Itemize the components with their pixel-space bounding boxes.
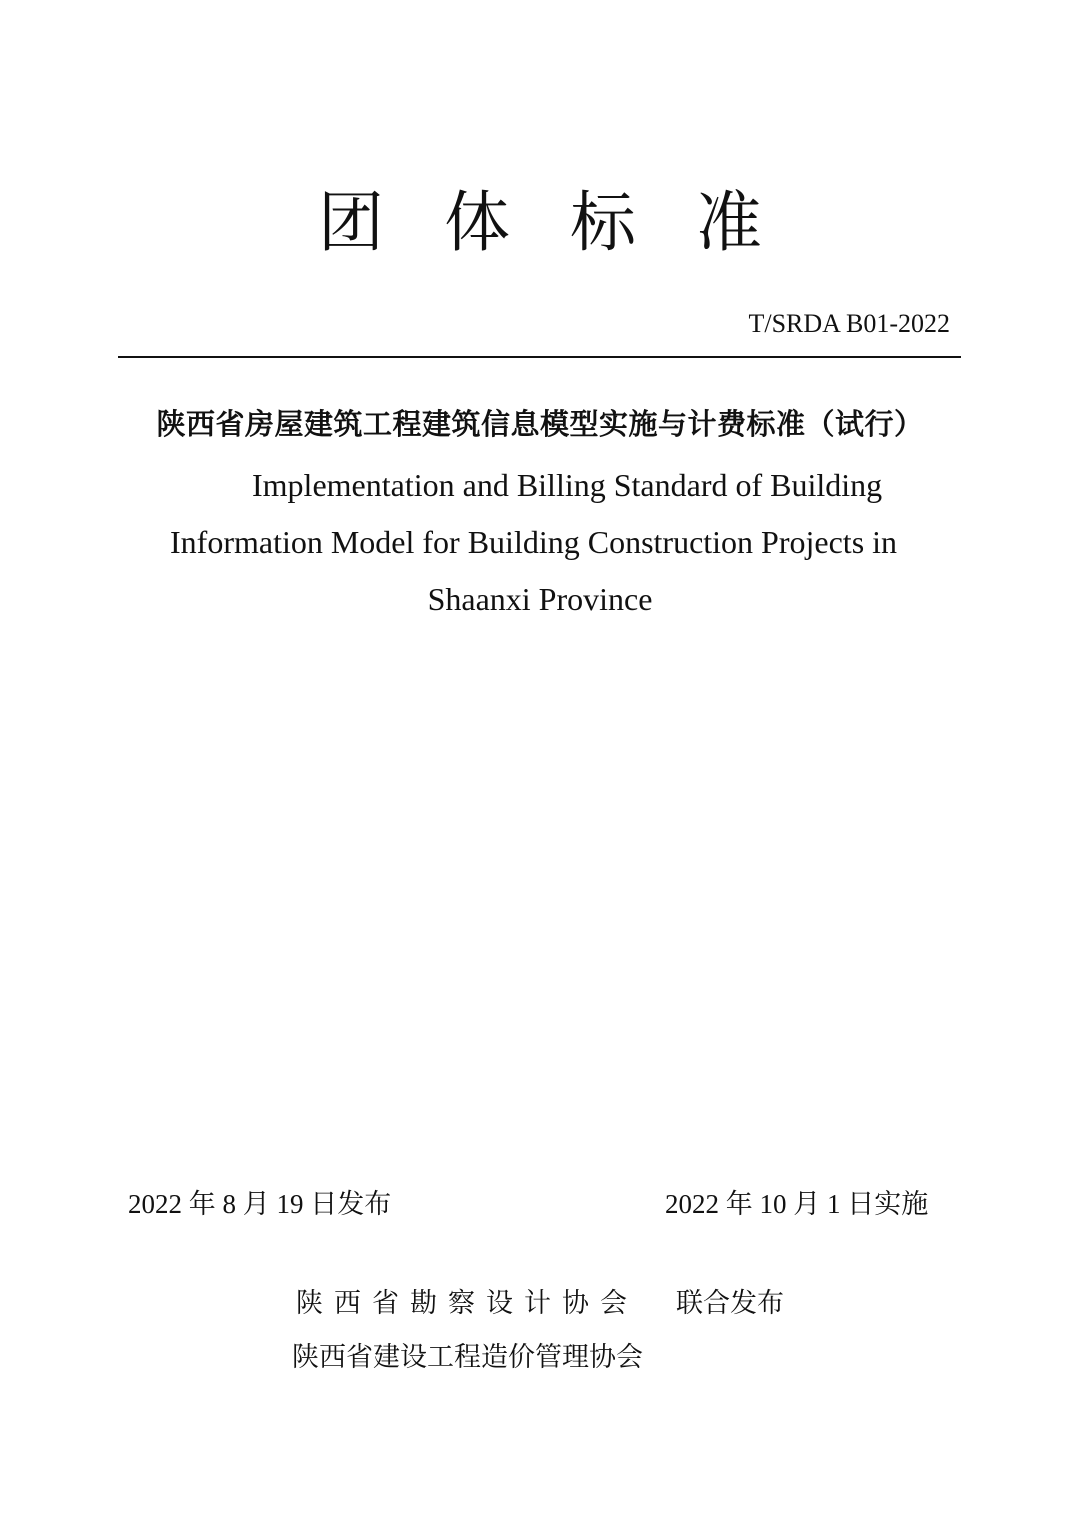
standard-number: T/SRDA B01-2022 [748,309,950,338]
title-chinese: 陕西省房屋建筑工程建筑信息模型实施与计费标准（试行） [156,407,924,441]
doc-type-char: 标 [570,184,636,261]
title-english-line-1: Implementation and Billing Standard of Building [252,467,883,503]
implementation-date: 2022 年 10 月 1 日实施 [665,1189,929,1219]
issuer-organization-1: 陕西省勘察设计协会 [296,1288,638,1319]
issue-date: 2022 年 8 月 19 日发布 [128,1189,392,1219]
doc-type-char: 团 [318,184,384,261]
header-divider [118,356,961,358]
document-type-heading [0,180,1080,266]
doc-type-char: 体 [444,184,510,261]
title-english-line-2: Information Model for Building Construction Projects in [170,524,898,560]
joint-release-label: 联合发布 [676,1288,784,1319]
title-english-line-3: Shaanxi Province [427,581,653,617]
doc-type-char: 准 [696,184,762,261]
issuer-organization-2: 陕西省建设工程造价管理协会 [292,1342,643,1373]
